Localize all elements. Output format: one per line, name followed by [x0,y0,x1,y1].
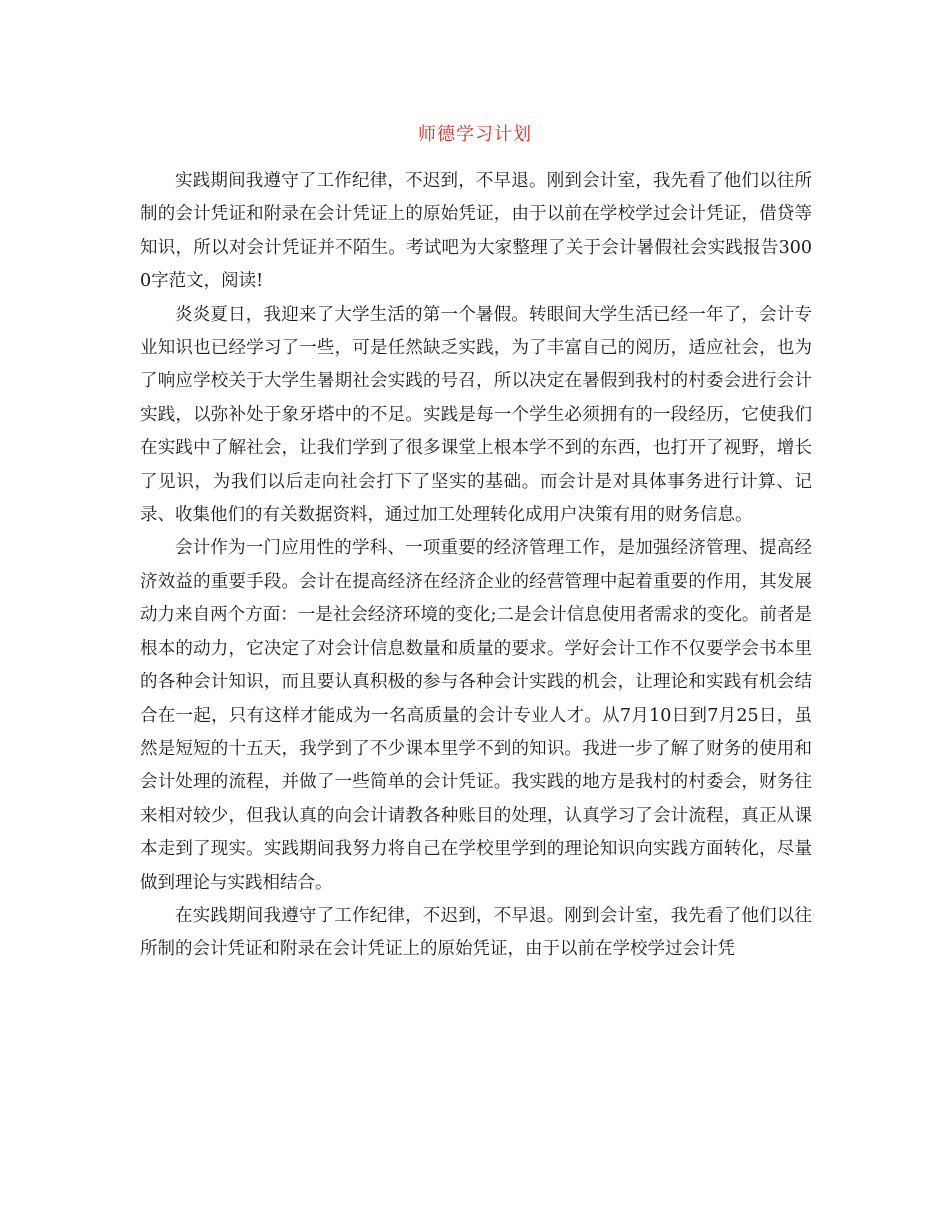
paragraph-2: 炎炎夏日，我迎来了大学生活的第一个暑假。转眼间大学生活已经一年了，会计专业知识也已经学习了一些，可是任然缺乏实践，为了丰富自己的阅历，适应社会，也为了响应学校关于大学生暑期社会实践的号召，所以决定在暑假到我村的村委会进行会计实践，以弥补处于象牙塔中的不足。实践是每一个学生必须拥有的一段经历，它使我们在实践中了解社会，让我们学到了很多课堂上根本学不到的东西，也打开了视野，增长了见识，为我们以后走向社会打下了坚实的基础。而会计是对具体事务进行计算、记录、收集他们的有关数据资料，通过加工处理转化成用户决策有用的财务信息。 [140,304,812,526]
document-title: 师德学习计划 [418,124,532,145]
paragraph-4: 在实践期间我遵守了工作纪律，不迟到，不早退。刚到会计室，我先看了他们以往所制的会计凭证和附录在会计凭证上的原始凭证，由于以前在学校学过会计凭 [140,905,812,960]
paragraph-3: 会计作为一门应用性的学科、一项重要的经济管理工作，是加强经济管理、提高经济效益的重要手段。会计在提高经济在经济企业的经营管理中起着重要的作用，其发展动力来自两个方面：一是社会经济环境的变化;二是会计信息使用者需求的变化。前者是根本的动力，它决定了对会计信息数量和质量的要求。学好会计工作不仅要学会书本里的各种会计知识，而且要认真积极的参与各种会计实践的机会，让理论和实践有机会结合在一起，只有这样才能成为一名高质量的会计专业人才。从7月10日到7月25日，虽然是短短的十五天，我学到了不少课本里学不到的知识。我进一步了解了财务的使用和会计处理的流程，并做了一些简单的会计凭证。我实践的地方是我村的村委会，财务往来相对较少，但我认真的向会计请教各种账目的处理，认真学习了会计流程，真正从课本走到了现实。实践期间我努力将自己在学校里学到的理论知识向实践方面转化，尽量做到理论与实践相结合。 [140,538,812,893]
document-body [140,165,812,967]
paragraph-1: 实践期间我遵守了工作纪律，不迟到，不早退。刚到会计室，我先看了他们以往所制的会计凭证和附录在会计凭证上的原始凭证，由于以前在学校学过会计凭证，借贷等知识，所以对会计凭证并不陌生。考试吧为大家整理了关于会计暑假社会实践报告3000字范文，阅读! [140,171,812,292]
